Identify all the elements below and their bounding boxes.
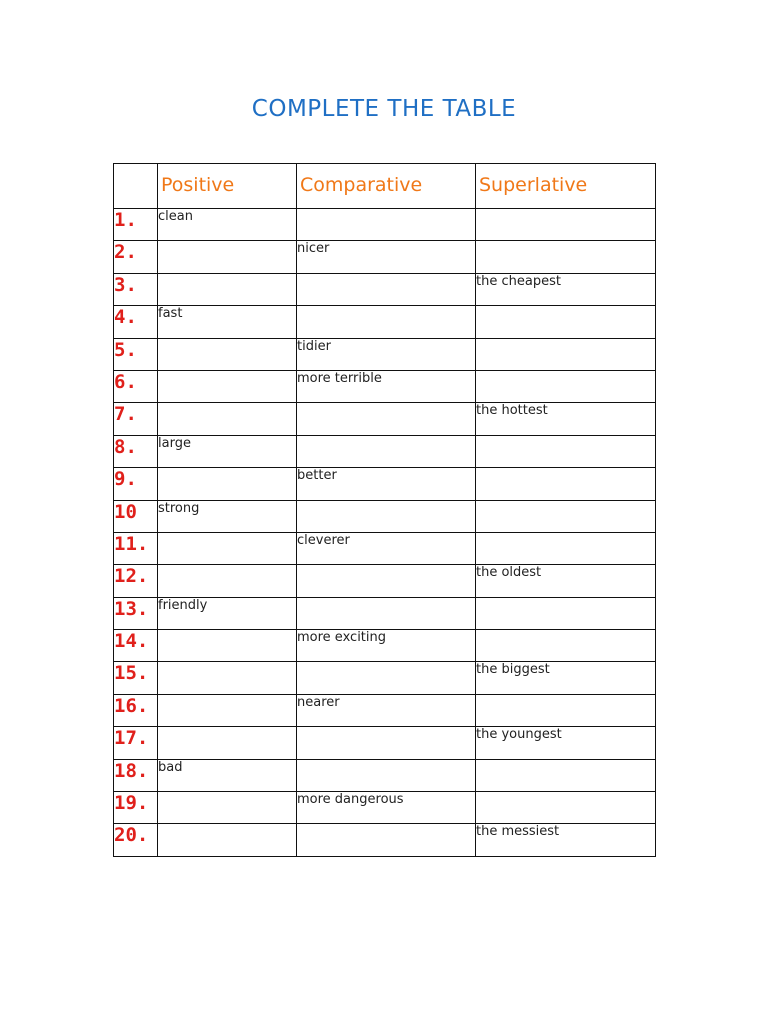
comparative-cell[interactable]: nearer [297, 694, 476, 726]
comparative-cell[interactable]: tidier [297, 338, 476, 370]
table-row [114, 532, 656, 564]
superlative-cell[interactable] [476, 597, 656, 629]
positive-cell[interactable] [158, 630, 297, 662]
table-row [114, 597, 656, 629]
superlative-cell[interactable]: the messiest [476, 824, 656, 856]
superlative-cell[interactable] [476, 694, 656, 726]
superlative-cell[interactable] [476, 468, 656, 500]
table-row [114, 694, 656, 726]
row-number: 14. [114, 630, 158, 662]
positive-cell[interactable] [158, 370, 297, 402]
row-number: 15. [114, 662, 158, 694]
comparative-cell[interactable] [297, 824, 476, 856]
superlative-cell[interactable] [476, 241, 656, 273]
table-row [114, 824, 656, 856]
row-number: 6. [114, 370, 158, 402]
comparative-cell[interactable]: cleverer [297, 532, 476, 564]
row-number: 5. [114, 338, 158, 370]
superlative-cell[interactable] [476, 306, 656, 338]
row-number: 19. [114, 792, 158, 824]
row-number: 13. [114, 597, 158, 629]
row-number: 4. [114, 306, 158, 338]
row-number: 7. [114, 403, 158, 435]
comparative-cell[interactable] [297, 306, 476, 338]
superlative-cell[interactable] [476, 370, 656, 402]
superlative-cell[interactable] [476, 209, 656, 241]
superlative-cell[interactable] [476, 338, 656, 370]
comparative-cell[interactable] [297, 565, 476, 597]
table-row [114, 792, 656, 824]
superlative-cell[interactable] [476, 759, 656, 791]
positive-cell[interactable]: bad [158, 759, 297, 791]
superlative-cell[interactable]: the oldest [476, 565, 656, 597]
comparative-cell[interactable]: more exciting [297, 630, 476, 662]
table-row [114, 209, 656, 241]
table-body [114, 209, 656, 857]
positive-cell[interactable] [158, 565, 297, 597]
table-row [114, 273, 656, 305]
comparative-cell[interactable] [297, 662, 476, 694]
row-number: 10 [114, 500, 158, 532]
positive-cell[interactable]: strong [158, 500, 297, 532]
table-row [114, 435, 656, 467]
table-row [114, 727, 656, 759]
row-number: 9. [114, 468, 158, 500]
superlative-cell[interactable]: the cheapest [476, 273, 656, 305]
header-superlative: Superlative [476, 164, 656, 209]
positive-cell[interactable] [158, 662, 297, 694]
comparative-cell[interactable] [297, 759, 476, 791]
comparative-cell[interactable]: more terrible [297, 370, 476, 402]
superlative-cell[interactable] [476, 792, 656, 824]
table-row [114, 241, 656, 273]
superlative-cell[interactable] [476, 500, 656, 532]
row-number: 1. [114, 209, 158, 241]
table-row [114, 630, 656, 662]
comparative-cell[interactable] [297, 597, 476, 629]
superlative-cell[interactable] [476, 630, 656, 662]
positive-cell[interactable]: friendly [158, 597, 297, 629]
positive-cell[interactable] [158, 727, 297, 759]
positive-cell[interactable]: large [158, 435, 297, 467]
positive-cell[interactable] [158, 468, 297, 500]
positive-cell[interactable] [158, 532, 297, 564]
superlative-cell[interactable]: the youngest [476, 727, 656, 759]
comparative-cell[interactable] [297, 435, 476, 467]
comparative-cell[interactable] [297, 403, 476, 435]
positive-cell[interactable] [158, 792, 297, 824]
positive-cell[interactable] [158, 694, 297, 726]
row-number: 18. [114, 759, 158, 791]
comparative-cell[interactable]: better [297, 468, 476, 500]
comparative-cell[interactable] [297, 500, 476, 532]
adjective-table [113, 163, 656, 857]
superlative-cell[interactable]: the biggest [476, 662, 656, 694]
header-number [114, 164, 158, 209]
positive-cell[interactable]: clean [158, 209, 297, 241]
positive-cell[interactable] [158, 338, 297, 370]
superlative-cell[interactable] [476, 435, 656, 467]
positive-cell[interactable] [158, 403, 297, 435]
positive-cell[interactable] [158, 273, 297, 305]
table-row [114, 338, 656, 370]
header-positive: Positive [158, 164, 297, 209]
row-number: 2. [114, 241, 158, 273]
table-row [114, 370, 656, 402]
comparative-cell[interactable] [297, 209, 476, 241]
positive-cell[interactable] [158, 241, 297, 273]
superlative-cell[interactable] [476, 532, 656, 564]
page-title: COMPLETE THE TABLE [251, 96, 517, 122]
comparative-cell[interactable] [297, 273, 476, 305]
header-comparative: Comparative [297, 164, 476, 209]
row-number: 11. [114, 532, 158, 564]
table-row [114, 403, 656, 435]
table-row [114, 662, 656, 694]
row-number: 20. [114, 824, 158, 856]
superlative-cell[interactable]: the hottest [476, 403, 656, 435]
comparative-cell[interactable]: more dangerous [297, 792, 476, 824]
positive-cell[interactable]: fast [158, 306, 297, 338]
table-row [114, 468, 656, 500]
table-row [114, 759, 656, 791]
positive-cell[interactable] [158, 824, 297, 856]
comparative-cell[interactable]: nicer [297, 241, 476, 273]
table-row [114, 306, 656, 338]
comparative-cell[interactable] [297, 727, 476, 759]
row-number: 16. [114, 694, 158, 726]
table-row [114, 565, 656, 597]
row-number: 8. [114, 435, 158, 467]
row-number: 3. [114, 273, 158, 305]
table-row [114, 500, 656, 532]
table-header-row [114, 164, 656, 209]
row-number: 12. [114, 565, 158, 597]
row-number: 17. [114, 727, 158, 759]
